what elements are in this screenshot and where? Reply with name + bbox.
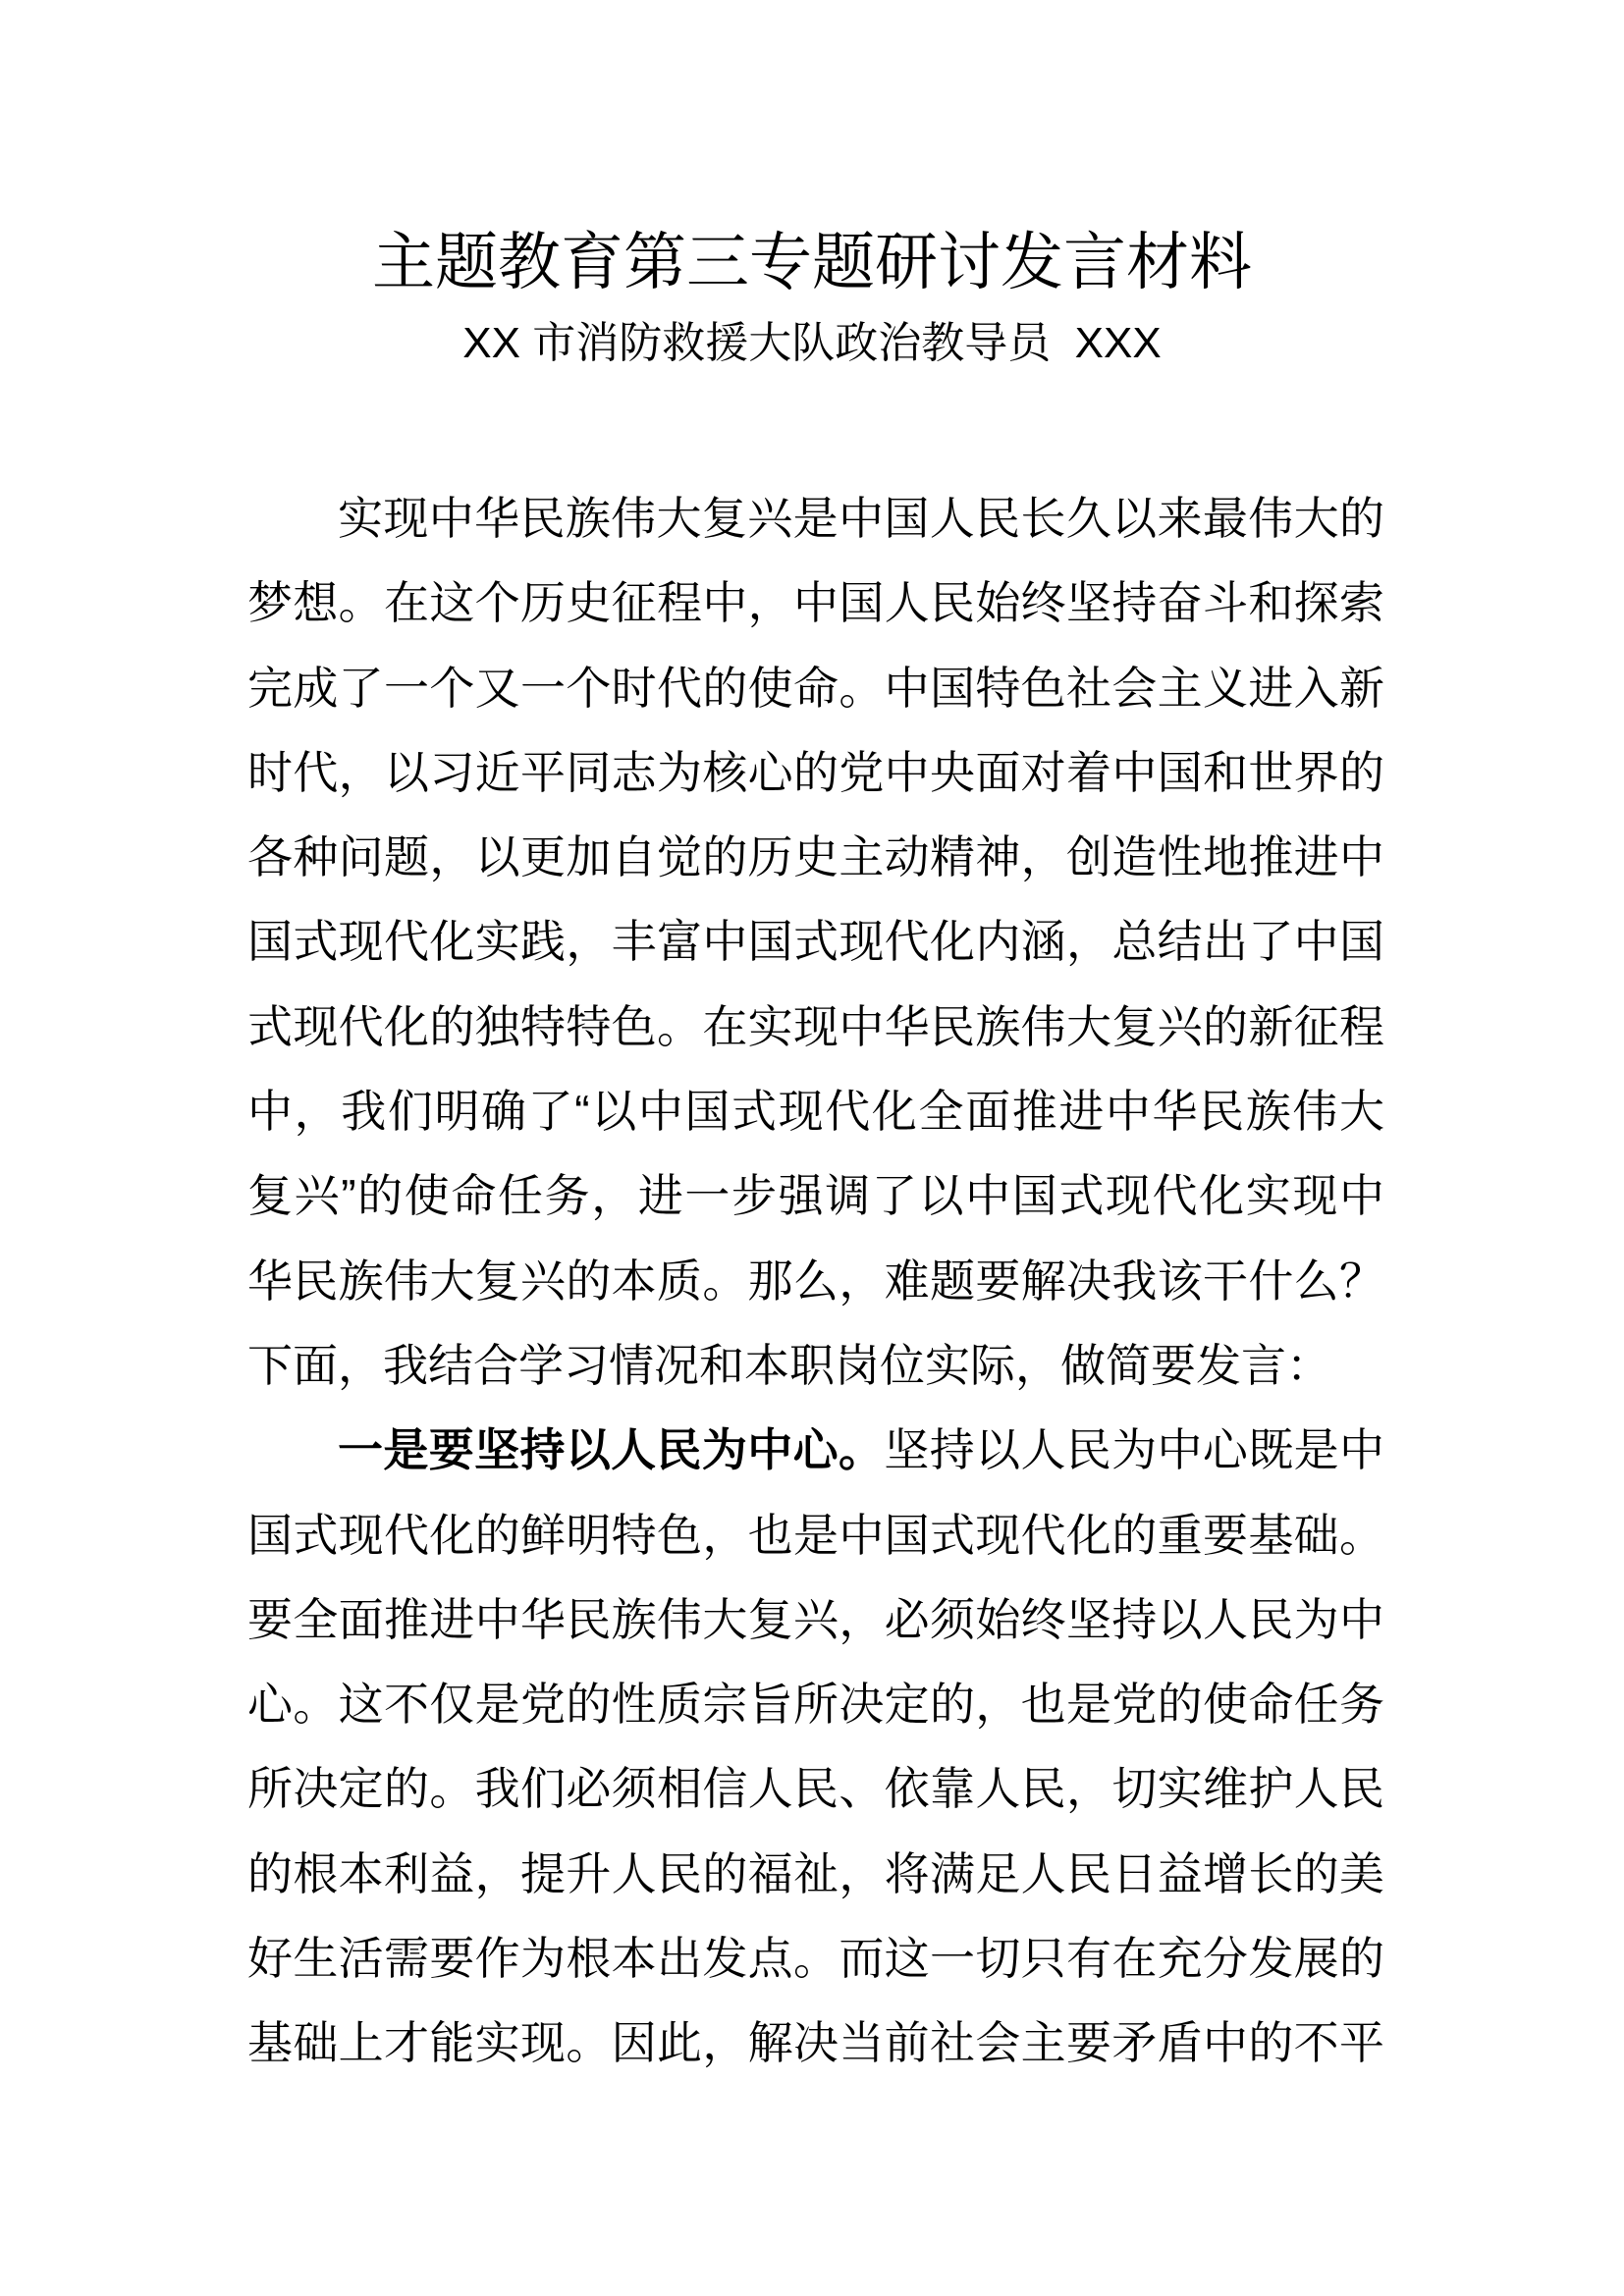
text-line: 的根本利益，提升人民的福祉，将满足人民日益增长的美 — [247, 1847, 1384, 1899]
text-line: 复兴”的使命任务，进一步强调了以中国式现代化实现中 — [247, 1170, 1384, 1222]
text-line: 式现代化的独特特色。在实现中华民族伟大复兴的新征程 — [247, 1000, 1384, 1052]
document-subtitle: XX 市消防救援大队政治教导员 XXX — [462, 319, 1162, 367]
text-line: 心。这不仅是党的性质宗旨所决定的，也是党的使命任务 — [247, 1679, 1384, 1731]
text-line: 基础上才能实现。因此，解决当前社会主要矛盾中的不平 — [247, 2017, 1384, 2069]
section-heading: 一是要坚持以人民为中心。 — [338, 1424, 885, 1476]
text-line: 完成了一个又一个时代的使命。中国特色社会主义进入新 — [247, 662, 1384, 714]
text-line: 所决定的。我们必须相信人民、依靠人民，切实维护人民 — [247, 1763, 1384, 1815]
text-line: 要全面推进中华民族伟大复兴，必须始终坚持以人民为中 — [247, 1593, 1384, 1645]
text-line: 梦想。在这个历史征程中，中国人民始终坚持奋斗和探索 — [247, 577, 1384, 629]
document-title: 主题教育第三专题研讨发言材料 — [372, 227, 1252, 297]
paragraph-point-one — [247, 1408, 1384, 2085]
document-body — [247, 476, 1384, 2086]
text-line — [247, 1408, 1384, 1492]
text-run: 坚持以人民为中心既是中 — [884, 1424, 1385, 1476]
text-line: 华民族伟大复兴的本质。那么，难题要解决我该干什么？ — [247, 1255, 1384, 1307]
text-line: 国式现代化实践，丰富中国式现代化内涵，总结出了中国 — [247, 916, 1384, 968]
text-line: 各种问题，以更加自觉的历史主动精神，创造性地推进中 — [247, 831, 1384, 883]
text-line: 好生活需要作为根本出发点。而这一切只有在充分发展的 — [247, 1933, 1384, 1985]
text-line: 时代，以习近平同志为核心的党中央面对着中国和世界的 — [247, 746, 1384, 798]
text-line: 国式现代化的鲜明特色，也是中国式现代化的重要基础。 — [247, 1509, 1384, 1561]
text-line: 中，我们明确了“以中国式现代化全面推进中华民族伟大 — [247, 1086, 1384, 1138]
text-line: 实现中华民族伟大复兴是中国人民长久以来最伟大的 — [338, 493, 1384, 544]
text-line: 下面，我结合学习情况和本职岗位实际，做简要发言： — [247, 1339, 1331, 1391]
paragraph-intro — [247, 476, 1384, 1408]
